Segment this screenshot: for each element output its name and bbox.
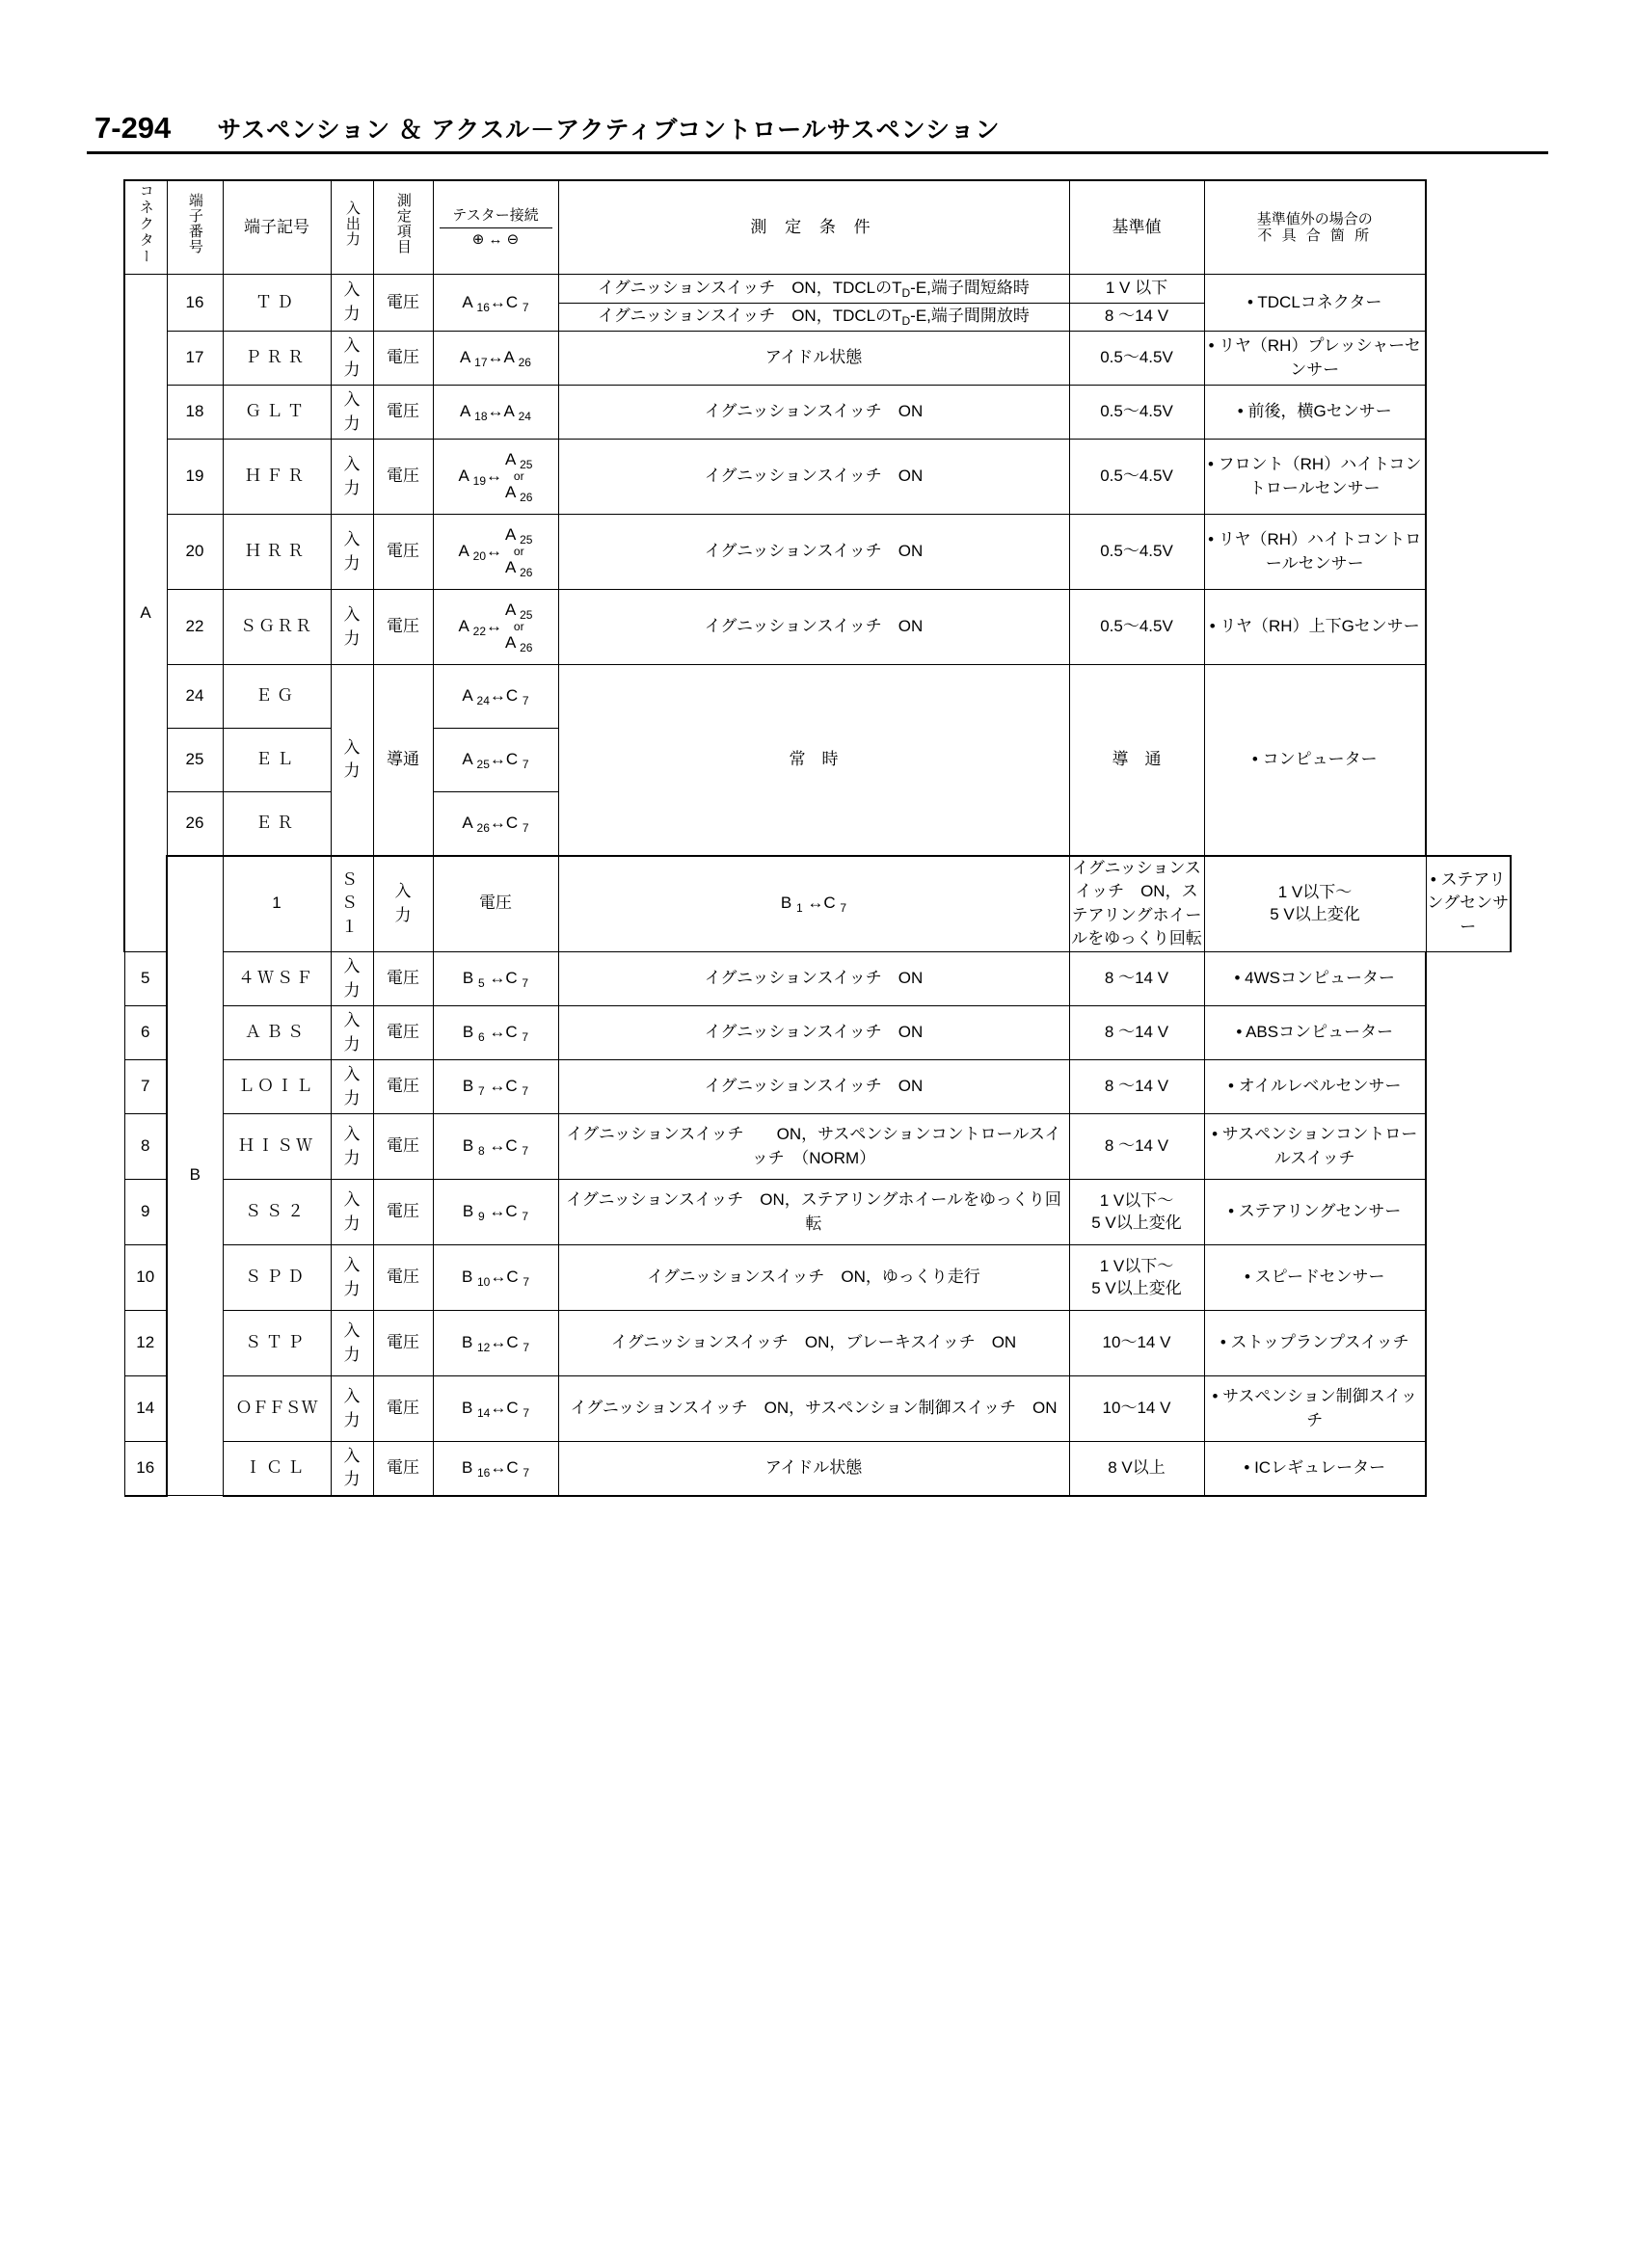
- measure-item: 電圧: [373, 1114, 433, 1180]
- tester-connection: B $_6$ ↔C $_7$: [433, 1006, 558, 1060]
- standard-value: 1 V以下～ 5 V以上変化: [1069, 1180, 1204, 1245]
- tester-connection: A $_{16}$↔C $_7$: [433, 275, 558, 332]
- inspection-table: [123, 179, 1512, 1497]
- fault-location: • ストップランプスイッチ: [1204, 1311, 1426, 1376]
- terminal-no: 8: [124, 1114, 167, 1180]
- measure-condition: イグニッションスイッチ ON: [558, 1006, 1069, 1060]
- standard-value: 1 V 以下: [1069, 275, 1204, 304]
- fault-location: • サスペンション制御スイッチ: [1204, 1376, 1426, 1442]
- terminal-symbol: ＥＬ: [223, 729, 331, 792]
- io-cell: 入 力: [331, 590, 373, 665]
- col-header-standard: 基準値: [1069, 180, 1204, 275]
- col-header-condition: 測 定 条 件: [558, 180, 1069, 275]
- io-cell: 入 力: [331, 1180, 373, 1245]
- terminal-symbol: ＨＩＳＷ: [223, 1114, 331, 1180]
- tester-connection: B $_8$ ↔C $_7$: [433, 1114, 558, 1180]
- io-cell: 入 力: [331, 1311, 373, 1376]
- tester-connection: B $_{16}$↔C $_7$: [433, 1442, 558, 1496]
- table-row: [124, 386, 1511, 440]
- tester-connection: A $_{24}$↔C $_7$: [433, 665, 558, 729]
- measure-condition: イグニッションスイッチ ON，ステアリングホイールをゆっくり回転: [558, 1180, 1069, 1245]
- io-cell: 入 力: [331, 386, 373, 440]
- standard-value: 8 ～14 V: [1069, 1114, 1204, 1180]
- measure-item: 電圧: [373, 1311, 433, 1376]
- table-row: [124, 1442, 1511, 1496]
- table-row: [124, 1311, 1511, 1376]
- table-row: [124, 332, 1511, 386]
- fault-location: • サスペンションコントロールスイッチ: [1204, 1114, 1426, 1180]
- terminal-no: 22: [167, 590, 223, 665]
- table-row: [124, 1376, 1511, 1442]
- col-header-io: 入出力: [331, 180, 373, 275]
- measure-condition: イグニッションスイッチ ON: [558, 1060, 1069, 1114]
- table-row: [124, 515, 1511, 590]
- standard-value: 導 通: [1069, 665, 1204, 856]
- standard-value: 0.5～4.5V: [1069, 590, 1204, 665]
- standard-value: 0.5～4.5V: [1069, 515, 1204, 590]
- fault-location: • コンピューター: [1204, 665, 1426, 856]
- terminal-no: 7: [124, 1060, 167, 1114]
- tester-connection: B $_7$ ↔C $_7$: [433, 1060, 558, 1114]
- terminal-symbol: ＳＳ２: [223, 1180, 331, 1245]
- measure-condition: イグニッションスイッチ ON，ゆっくり走行: [558, 1245, 1069, 1311]
- measure-item: 電圧: [373, 1060, 433, 1114]
- table-row: [124, 1245, 1511, 1311]
- page-number: 7-294: [94, 111, 172, 145]
- terminal-no: 26: [167, 792, 223, 856]
- terminal-no: 12: [124, 1311, 167, 1376]
- io-cell: 入 力: [331, 1060, 373, 1114]
- tester-connection: B $_{10}$↔C $_7$: [433, 1245, 558, 1311]
- table-row: [124, 590, 1511, 665]
- terminal-no: 10: [124, 1245, 167, 1311]
- tester-connection: A $_{26}$↔C $_7$: [433, 792, 558, 856]
- measure-condition: イグニッションスイッチ ON，サスペンションコントロールスイッチ （NORM）: [558, 1114, 1069, 1180]
- measure-condition: イグニッションスイッチ ON，サスペンション制御スイッチ ON: [558, 1376, 1069, 1442]
- measure-item: 電圧: [373, 1006, 433, 1060]
- standard-value: 10～14 V: [1069, 1376, 1204, 1442]
- measure-item: 電圧: [373, 515, 433, 590]
- standard-value: 1 V以下～ 5 V以上変化: [1204, 856, 1426, 952]
- measure-item: 電圧: [373, 440, 433, 515]
- io-cell: 入 力: [331, 1006, 373, 1060]
- fault-location: • リヤ（RH）ハイトコントロールセンサー: [1204, 515, 1426, 590]
- measure-item: 電圧: [373, 1245, 433, 1311]
- fault-location: • スピードセンサー: [1204, 1245, 1426, 1311]
- standard-value: 1 V以下～ 5 V以上変化: [1069, 1245, 1204, 1311]
- fault-location: • TDCLコネクター: [1204, 275, 1426, 332]
- terminal-no: 14: [124, 1376, 167, 1442]
- terminal-symbol: ＳＧＲＲ: [223, 590, 331, 665]
- page-title: サスペンション ＆ アクスル－アクティブコントロールサスペンション: [217, 117, 1001, 144]
- standard-value: 0.5～4.5V: [1069, 440, 1204, 515]
- terminal-symbol: ＡＢＳ: [223, 1006, 331, 1060]
- tester-connection: B $_{12}$↔C $_7$: [433, 1311, 558, 1376]
- col-header-terminal-no: 端子番号: [167, 180, 223, 275]
- io-cell: 入 力: [331, 1245, 373, 1311]
- table-row: [124, 440, 1511, 515]
- terminal-no: 20: [167, 515, 223, 590]
- measure-condition: 常 時: [558, 665, 1069, 856]
- table-row: [124, 665, 1511, 729]
- measure-condition: イグニッションスイッチ ON: [558, 386, 1069, 440]
- terminal-no: 9: [124, 1180, 167, 1245]
- measure-condition: イグニッションスイッチ ON，ブレーキスイッチ ON: [558, 1311, 1069, 1376]
- terminal-symbol: ４ＷＳＦ: [223, 952, 331, 1006]
- table-row: [124, 1114, 1511, 1180]
- io-cell: 入 力: [331, 1442, 373, 1496]
- tester-connection: A $_{22}$↔ A $_{25}$ or A $_{26}$: [433, 590, 558, 665]
- standard-value: 0.5～4.5V: [1069, 386, 1204, 440]
- measure-item: 導通: [373, 665, 433, 856]
- measure-condition: イグニッションスイッチ ON: [558, 952, 1069, 1006]
- terminal-symbol: ＳＳ１: [331, 856, 373, 952]
- terminal-symbol: ＳＰＤ: [223, 1245, 331, 1311]
- col-header-fault: 基準値外の場合の 不 具 合 箇 所: [1204, 180, 1426, 275]
- terminal-symbol: ＨＦＲ: [223, 440, 331, 515]
- fault-location: • フロント（RH）ハイトコントロールセンサー: [1204, 440, 1426, 515]
- measure-item: 電圧: [373, 275, 433, 332]
- measure-item: 電圧: [373, 952, 433, 1006]
- terminal-no: 6: [124, 1006, 167, 1060]
- tester-connection: B $_5$ ↔C $_7$: [433, 952, 558, 1006]
- terminal-no: 19: [167, 440, 223, 515]
- tester-connection: B $_1$ ↔C $_7$: [558, 856, 1069, 952]
- io-cell: 入 力: [331, 515, 373, 590]
- table-row: [124, 952, 1511, 1006]
- terminal-symbol: ＰＲＲ: [223, 332, 331, 386]
- terminal-symbol: ＯＦＦＳＷ: [223, 1376, 331, 1442]
- io-cell: 入 力: [331, 1376, 373, 1442]
- standard-value: 8 ～14 V: [1069, 303, 1204, 332]
- table-row: [124, 1060, 1511, 1114]
- tester-connection: B $_9$ ↔C $_7$: [433, 1180, 558, 1245]
- standard-value: 8 ～14 V: [1069, 1060, 1204, 1114]
- measure-item: 電圧: [373, 386, 433, 440]
- fault-location: • ICレギュレーター: [1204, 1442, 1426, 1496]
- tester-polarity-icon: ⊕ ↔ ⊖: [471, 231, 520, 248]
- table-row: [124, 1006, 1511, 1060]
- measure-condition: イグニッションスイッチ ON，TDCLの$T_D-E$,端子間短絡時: [558, 275, 1069, 304]
- io-cell: 入 力: [331, 275, 373, 332]
- tester-connection: A $_{18}$↔A $_{24}$: [433, 386, 558, 440]
- io-cell: 入 力: [373, 856, 433, 952]
- fault-location: • オイルレベルセンサー: [1204, 1060, 1426, 1114]
- terminal-symbol: ＩＣＬ: [223, 1442, 331, 1496]
- terminal-symbol: ＨＲＲ: [223, 515, 331, 590]
- tester-connection: A $_{25}$↔C $_7$: [433, 729, 558, 792]
- fault-location: • リヤ（RH）上下Gセンサー: [1204, 590, 1426, 665]
- standard-value: 8 ～14 V: [1069, 1006, 1204, 1060]
- fault-location: • 4WSコンピューター: [1204, 952, 1426, 1006]
- fault-location: • 前後，横Gセンサー: [1204, 386, 1426, 440]
- fault-location: • ABSコンピューター: [1204, 1006, 1426, 1060]
- standard-value: 8 V以上: [1069, 1442, 1204, 1496]
- measure-item: 電圧: [433, 856, 558, 952]
- io-cell: 入 力: [331, 440, 373, 515]
- measure-condition: イグニッションスイッチ ON: [558, 440, 1069, 515]
- measure-item: 電圧: [373, 1180, 433, 1245]
- measure-condition: イグニッションスイッチ ON，TDCLの$T_D-E$,端子間開放時: [558, 303, 1069, 332]
- terminal-no: 18: [167, 386, 223, 440]
- col-header-terminal-symbol: 端子記号: [223, 180, 331, 275]
- measure-condition: アイドル状態: [558, 332, 1069, 386]
- tester-connection: A $_{19}$↔ A $_{25}$ or A $_{26}$: [433, 440, 558, 515]
- col-header-measure-item: 測定項目: [373, 180, 433, 275]
- tester-connection: A $_{17}$↔A $_{26}$: [433, 332, 558, 386]
- connector-cell-b: B: [167, 856, 223, 1496]
- standard-value: 10～14 V: [1069, 1311, 1204, 1376]
- fault-location: • ステアリングセンサー: [1426, 856, 1511, 952]
- terminal-no: 16: [167, 275, 223, 332]
- io-cell: 入 力: [331, 1114, 373, 1180]
- tester-connection: A $_{20}$↔ A $_{25}$ or A $_{26}$: [433, 515, 558, 590]
- col-header-connector: コネクター: [124, 180, 167, 275]
- terminal-no: 1: [223, 856, 331, 952]
- terminal-no: 24: [167, 665, 223, 729]
- terminal-no: 5: [124, 952, 167, 1006]
- measure-condition: イグニッションスイッチ ON: [558, 590, 1069, 665]
- terminal-no: 16: [124, 1442, 167, 1496]
- terminal-symbol: ＧＬＴ: [223, 386, 331, 440]
- measure-item: 電圧: [373, 1376, 433, 1442]
- terminal-no: 17: [167, 332, 223, 386]
- measure-condition: イグニッションスイッチ ON，ステアリングホイールをゆっくり回転: [1069, 856, 1204, 952]
- measure-item: 電圧: [373, 1442, 433, 1496]
- table-row: [124, 856, 1511, 952]
- terminal-symbol: ＥＧ: [223, 665, 331, 729]
- table-row: [124, 1180, 1511, 1245]
- io-cell: 入 力: [331, 952, 373, 1006]
- measure-condition: アイドル状態: [558, 1442, 1069, 1496]
- tester-connection: B $_{14}$↔C $_7$: [433, 1376, 558, 1442]
- terminal-symbol: ＬＯＩＬ: [223, 1060, 331, 1114]
- table-row: [124, 275, 1511, 304]
- measure-condition: イグニッションスイッチ ON: [558, 515, 1069, 590]
- col-header-tester-connect: テスター接続 ⊕ ↔ ⊖: [433, 180, 558, 275]
- io-cell: 入 力: [331, 665, 373, 856]
- header-rule: [87, 151, 1548, 154]
- measure-item: 電圧: [373, 332, 433, 386]
- measure-item: 電圧: [373, 590, 433, 665]
- fault-location: • リヤ（RH）プレッシャーセンサー: [1204, 332, 1426, 386]
- terminal-no: 25: [167, 729, 223, 792]
- terminal-symbol: ＥＲ: [223, 792, 331, 856]
- connector-cell-a: A: [124, 275, 167, 952]
- standard-value: 8 ～14 V: [1069, 952, 1204, 1006]
- io-cell: 入 力: [331, 332, 373, 386]
- page-header: [87, 111, 1548, 151]
- fault-location: • ステアリングセンサー: [1204, 1180, 1426, 1245]
- terminal-symbol: ＴＤ: [223, 275, 331, 332]
- terminal-symbol: ＳＴＰ: [223, 1311, 331, 1376]
- table-header-row: [124, 180, 1511, 275]
- standard-value: 0.5～4.5V: [1069, 332, 1204, 386]
